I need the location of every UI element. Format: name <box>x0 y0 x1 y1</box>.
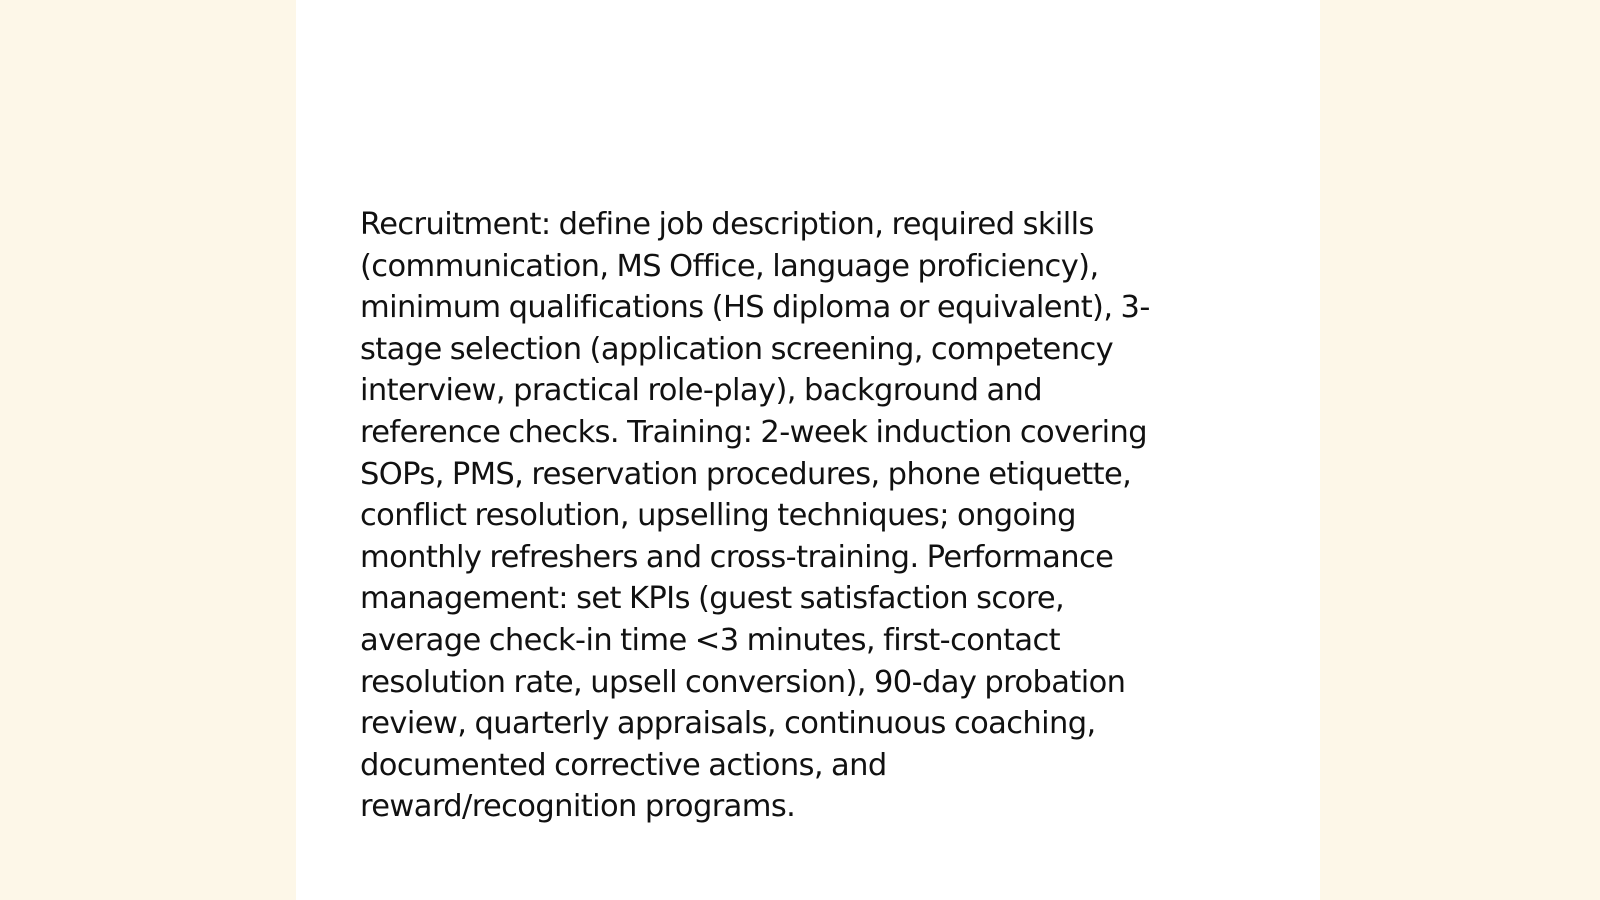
paragraph-line: documented corrective actions, and <box>360 747 887 783</box>
paragraph-line: review, quarterly appraisals, continuous coaching, <box>360 706 1096 742</box>
paragraph-line: Recruitment: define job description, required skills <box>360 207 1094 242</box>
paragraph-line: monthly refreshers and cross-training. Performance <box>360 539 1114 575</box>
paragraph-line: SOPs, PMS, reservation procedures, phone etiquette, <box>360 456 1132 492</box>
paragraph-line: minimum qualifications (HS diploma or equivalent), 3- <box>360 290 1150 326</box>
body-paragraph <box>360 204 1260 828</box>
document-page <box>296 0 1320 900</box>
paragraph-line: reward/recognition programs. <box>360 789 796 825</box>
paragraph-line: (communication, MS Office, language proficiency), <box>360 248 1099 284</box>
paragraph-line: management: set KPIs (guest satisfaction score, <box>360 581 1065 617</box>
paragraph-line: reference checks. Training: 2-week induction covering <box>360 414 1147 450</box>
paragraph-line: conflict resolution, upselling techniques; ongoing <box>360 498 1076 534</box>
paragraph-line: interview, practical role-play), background and <box>360 373 1043 409</box>
paragraph-line: stage selection (application screening, competency <box>360 331 1114 367</box>
paragraph-line: average check-in time <3 minutes, first-contact <box>360 622 1061 658</box>
paragraph-line: resolution rate, upsell conversion), 90-day probation <box>360 664 1126 700</box>
